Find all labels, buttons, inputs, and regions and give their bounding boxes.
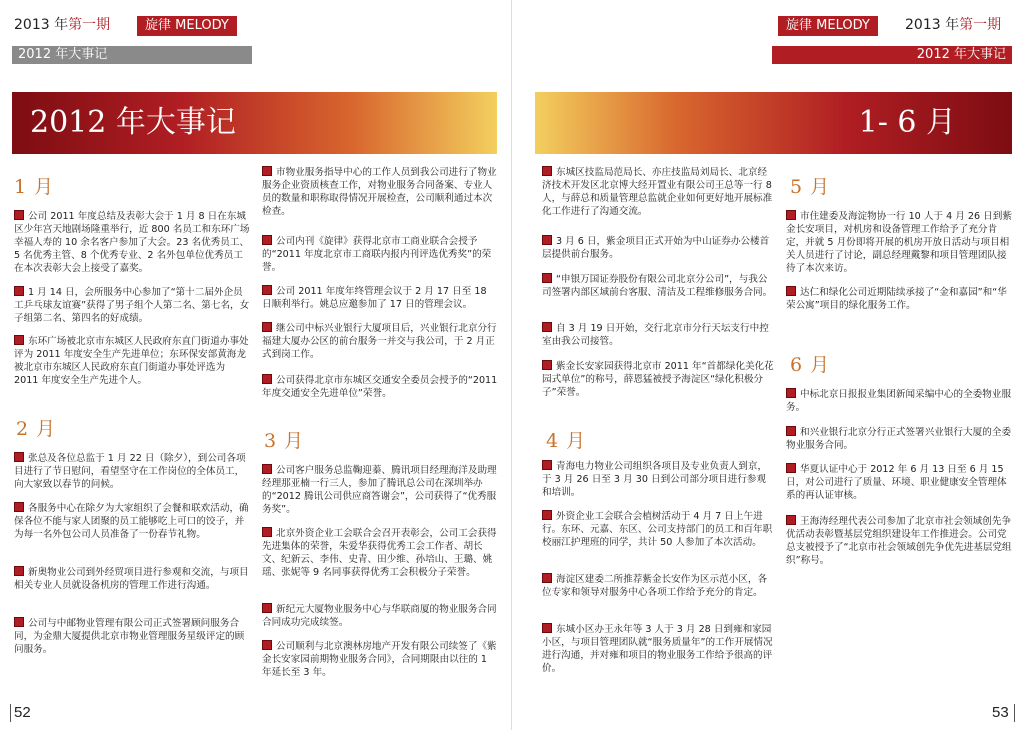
bullet-square-icon bbox=[14, 286, 24, 296]
bullet-square-icon bbox=[786, 388, 796, 398]
bullet-square-icon bbox=[542, 322, 552, 332]
list-item: 外资企业工会联合会植树活动于 4 月 7 日上午进行。东环、元嘉、东区、公司支持部门的员工和百年职校丽江护理班的同学，共计 50 人参加了本次活动。 bbox=[542, 511, 773, 548]
list-item: 东城区技监局范局长、亦庄技监局刘局长、北京经济技术开发区北京博大经开置业有限公司王总等一行 8 人，与薛总和质量管理总监就企业如何更好地开展标准化工作进行了沟通交流。 bbox=[542, 167, 773, 217]
bullet-square-icon bbox=[542, 573, 552, 583]
page-number-left: 52 bbox=[14, 704, 31, 721]
list-item: 市住建委及海淀物协一行 10 人于 4 月 26 日到紫金长安项目，对机房和设备管理工作给予了充分肯定，并就 5 月份即将开展的机房开放日活动与项目相关人员进行了讨论，副总经理戴黎和项目管理团队接待了本次来访。 bbox=[786, 211, 1012, 274]
list-item: 东环广场被北京市东城区人民政府东直门街道办事处评为 2011 年度安全生产先进单位；东环保安部黄海龙被北京市东城区人民政府东直门街道办事处评选为 2011 年度安全生产先进个人。 bbox=[14, 336, 249, 386]
bullet-square-icon bbox=[14, 617, 24, 627]
issue-label-right: 2013 年第一期 bbox=[905, 17, 1002, 33]
bullet-square-icon bbox=[14, 502, 24, 512]
page-number-divider bbox=[1014, 704, 1015, 722]
list-item: 公司获得北京市东城区交通安全委员会授予的“2011 年度交通安全先进单位”荣誉。 bbox=[262, 375, 498, 399]
bullet-square-icon bbox=[262, 166, 272, 176]
bullet-square-icon bbox=[786, 286, 796, 296]
list-item: 新纪元大厦物业服务中心与华联商厦的物业服务合同合同成功完成续签。 bbox=[262, 604, 497, 628]
banner-left: 2012 年大事记 bbox=[12, 92, 497, 154]
list-item: 中标北京日报报业集团新闻采编中心的全委物业服务。 bbox=[786, 389, 1012, 413]
list-item: 公司客户服务总监鞠迎蓁、腾讯项目经理海洋及助理经理那亚楠一行三人，参加了腾讯总公司在深圳举办的“2012 腾讯公司供应商答谢会”，公司获得了“优秀服务奖”。 bbox=[262, 465, 497, 515]
bullet-square-icon bbox=[14, 452, 24, 462]
list-item: 继公司中标兴业银行大厦项目后，兴业银行北京分行福建大厦办公区的前台服务一并交与我公司，于 2 月正式到岗工作。 bbox=[262, 323, 497, 360]
bullet-square-icon bbox=[14, 210, 24, 220]
list-item: 公司与中邮物业管理有限公司正式签署顾问服务合同，为金鼎大厦提供北京市物业管理服务星级评定的顾问服务。 bbox=[14, 618, 245, 655]
page-number-divider bbox=[10, 704, 11, 722]
list-item: 王海涛经理代表公司参加了北京市社会领域创先争优活动表彰暨基层党组织建设年工作推进会。公司党总支被授予了“北京市社会领域创先争优先进基层党组织”称号。 bbox=[786, 516, 1012, 566]
list-item: 公司内刊《旋律》获得北京市工商业联合会授予的“2011 年度北京市工商联内报内刊评选优秀奖”的荣誉。 bbox=[262, 236, 492, 273]
list-item: 3 月 6 日，紫金项目正式开始为中山证券办公楼首层提供前台服务。 bbox=[542, 236, 770, 260]
month-heading-feb: 2 月 bbox=[16, 418, 57, 440]
list-item: 1 月 14 日，会所服务中心参加了“第十二届外企员工乒乓球友谊赛”获得了男子组个人第二名、第七名，女子组第二名、第四名的好成绩。 bbox=[14, 287, 250, 324]
bullet-square-icon bbox=[786, 515, 796, 525]
bullet-square-icon bbox=[786, 426, 796, 436]
page-spine bbox=[511, 0, 512, 730]
section-bar-right: 2012 年大事记 bbox=[772, 46, 1012, 64]
list-item: 公司 2011 年度年终管理会议于 2 月 17 日至 18 日顺利举行。姚总应邀参加了 17 日的管理会议。 bbox=[262, 286, 487, 310]
month-heading-may: 5 月 bbox=[790, 176, 831, 198]
list-item: 达仁和绿化公司近期陆续承接了“金和嘉园”和“华荣公寓”项目的绿化服务工作。 bbox=[786, 287, 1007, 311]
list-item: 市物业服务指导中心的工作人员到我公司进行了物业服务企业资质核查工作，对物业服务合同备案、专业人员的数量和职称取得情况开展检查，公司顺利通过本次检查。 bbox=[262, 167, 497, 217]
bullet-square-icon bbox=[262, 640, 272, 650]
bullet-square-icon bbox=[262, 464, 272, 474]
bullet-square-icon bbox=[542, 623, 552, 633]
list-item: 公司顺利与北京澳林房地产开发有限公司续签了《紫金长安家园前期物业服务合同》，合同期限由以往的 1 年延长至 3 年。 bbox=[262, 641, 497, 678]
bullet-square-icon bbox=[542, 460, 552, 470]
bullet-square-icon bbox=[262, 603, 272, 613]
month-heading-jan: 1 月 bbox=[14, 176, 55, 198]
list-item: 新奥物业公司到外经贸项目进行参观和交流，与项目相关专业人员就设备机房的管理工作进行沟通。 bbox=[14, 567, 249, 591]
list-item: 海淀区建委二所推荐紫金长安作为区示范小区，各位专家和领导对服务中心各项工作给予充分的肯定。 bbox=[542, 574, 768, 598]
bullet-square-icon bbox=[542, 166, 552, 176]
melody-tag-right: 旋律 MELODY bbox=[778, 16, 878, 36]
bullet-square-icon bbox=[262, 285, 272, 295]
bullet-square-icon bbox=[262, 527, 272, 537]
page-number-right: 53 bbox=[992, 704, 1009, 721]
bullet-square-icon bbox=[542, 360, 552, 370]
bullet-square-icon bbox=[542, 273, 552, 283]
bullet-square-icon bbox=[262, 235, 272, 245]
month-heading-mar: 3 月 bbox=[264, 430, 305, 452]
list-item: 各服务中心在除夕为大家组织了会餐和联欢活动，确保各位不能与家人团聚的员工能够吃上可口的饺子，并为每一名外包公司人员准备了一份春节礼物。 bbox=[14, 503, 249, 540]
bullet-square-icon bbox=[786, 463, 796, 473]
list-item: 公司 2011 年度总结及表彰大会于 1 月 8 日在东城区少年宫天地剧场隆重举行，近 800 名员工和东环广场幸福人寿的 10 余名客户参加了大会。23 名优秀员工、5 名优秀主管、8 个优秀专业、2 名外包单位优秀员工在本次表彰大会上接受了嘉奖。 bbox=[14, 211, 250, 274]
bullet-square-icon bbox=[14, 335, 24, 345]
melody-tag-left: 旋律 MELODY bbox=[137, 16, 237, 36]
list-item: 张总及各位总监于 1 月 22 日（除夕），到公司各项目进行了节日慰问，看望坚守在工作岗位的全体员工，向大家致以春节的问候。 bbox=[14, 453, 246, 490]
month-heading-jun: 6 月 bbox=[790, 354, 831, 376]
bullet-square-icon bbox=[542, 235, 552, 245]
issue-label-left: 2013 年第一期 bbox=[14, 17, 111, 33]
month-heading-apr: 4 月 bbox=[546, 430, 587, 452]
section-bar-left: 2012 年大事记 bbox=[12, 46, 252, 64]
bullet-square-icon bbox=[542, 510, 552, 520]
list-item: 和兴业银行北京分行正式签署兴业银行大厦的全委物业服务合同。 bbox=[786, 427, 1012, 451]
bullet-square-icon bbox=[14, 566, 24, 576]
list-item: 青海电力物业公司组织各项目及专业负责人到京，于 3 月 26 日至 3 月 30 日到公司部分项目进行参观和培训。 bbox=[542, 461, 768, 498]
bullet-square-icon bbox=[786, 210, 796, 220]
list-item: 北京外资企业工会联合会召开表彰会，公司工会获得先进集体的荣誉，朱爱华获得优秀工会工作者、胡长文、纪新云、李伟、史青、田少维、孙培山、王璐、姚瑶、张妮等 9 名同事获得优秀工会积极分子荣誉。 bbox=[262, 528, 497, 578]
list-item: 华夏认证中心于 2012 年 6 月 13 日至 6 月 15 日，对公司进行了质量、环境、职业健康安全管理体系的再认证审核。 bbox=[786, 464, 1007, 501]
list-item: 自 3 月 19 日开始，交行北京市分行天坛支行中控室由我公司接管。 bbox=[542, 323, 769, 347]
list-item: 东城小区办王永年等 3 人于 3 月 28 日到雍和家园小区，与项目管理团队就“服务质量年”的工作开展情况进行沟通，并对雍和项目的物业服务工作给予很高的评价。 bbox=[542, 624, 773, 674]
list-item: “申银万国证券股份有限公司北京分公司”，与我公司签署内部区域前台客服、清洁及工程维修服务合同。 bbox=[542, 274, 773, 298]
bullet-square-icon bbox=[262, 374, 272, 384]
banner-right: 1- 6 月 bbox=[535, 92, 1012, 154]
list-item: 紫金长安家园获得北京市 2011 年“首都绿化美化花园式单位”的称号，薛恩猛被授予海淀区“绿化积极分子”荣誉。 bbox=[542, 361, 774, 398]
bullet-square-icon bbox=[262, 322, 272, 332]
